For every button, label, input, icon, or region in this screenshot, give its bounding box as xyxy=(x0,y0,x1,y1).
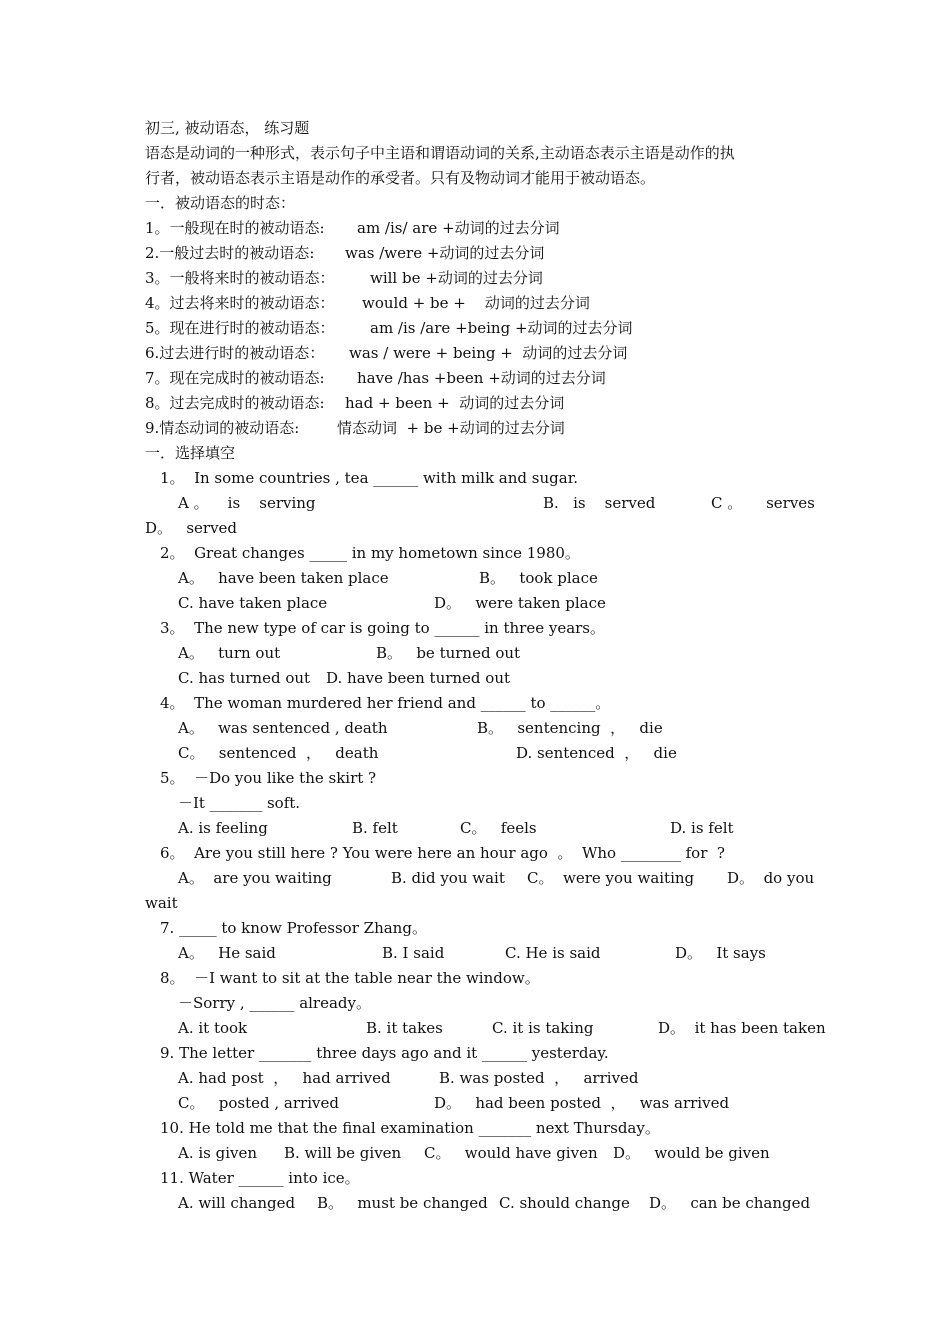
question-stem: 6。 Are you still here ? You were here an hour ago 。 Who ________ for ? xyxy=(160,844,725,862)
option-b: B。 sentencing ， die xyxy=(477,719,663,737)
tense-label: 3。一般将来时的被动语态： xyxy=(145,269,335,287)
question-stem: 10. He told me that the final examination _______ next Thursday。 xyxy=(160,1119,660,1137)
option-a: A. will changed xyxy=(178,1194,296,1212)
option-a: A。 turn out xyxy=(178,644,281,662)
option-d: D. have been turned out xyxy=(326,669,511,687)
option-a: A。 have been taken place xyxy=(178,569,389,587)
option-c: C. should change xyxy=(499,1194,630,1212)
option-d: D。 do you xyxy=(727,869,815,887)
intro-line-1: 语态是动词的一种形式，表示句子中主语和谓语动词的关系,主动语态表示主语是动作的执 xyxy=(145,144,735,162)
option-b: B。 took place xyxy=(479,569,598,587)
option-c: C。 feels xyxy=(460,819,537,837)
question-stem: 8。 －I want to sit at the table near the window。 xyxy=(160,969,540,987)
tense-formula: 情态动词 + be +动词的过去分词 xyxy=(337,419,565,437)
option-d: D。 can be changed xyxy=(649,1194,811,1212)
page-title: 初三, 被动语态， 练习题 xyxy=(145,119,310,137)
section-heading-tenses: 一．被动语态的时态： xyxy=(145,194,296,212)
option-b: B. will be given xyxy=(284,1144,402,1162)
option-c: C 。 serves xyxy=(711,494,815,512)
tense-formula: am /is/ are +动词的过去分词 xyxy=(357,219,560,237)
option-d: D。 it has been taken xyxy=(658,1019,826,1037)
option-c: C。 posted , arrived xyxy=(178,1094,339,1112)
option-b: B. was posted ， arrived xyxy=(439,1069,639,1087)
option-a: A 。 is serving xyxy=(178,494,316,512)
option-b: B. I said xyxy=(382,944,445,962)
option-c: C. has turned out xyxy=(178,669,311,687)
tense-formula: had + been + 动词的过去分词 xyxy=(345,394,565,412)
question-stem-reply: －It _______ soft. xyxy=(178,794,301,812)
option-c: C. have taken place xyxy=(178,594,328,612)
option-b: B. it takes xyxy=(366,1019,443,1037)
question-stem: 7. _____ to know Professor Zhang。 xyxy=(160,919,427,937)
tense-formula: will be +动词的过去分词 xyxy=(370,269,543,287)
tense-label: 6.过去进行时的被动语态： xyxy=(145,344,325,362)
tense-label: 4。过去将来时的被动语态： xyxy=(145,294,335,312)
option-d: D。 would be given xyxy=(613,1144,770,1162)
question-stem-reply: －Sorry , ______ already。 xyxy=(178,994,372,1012)
tense-label: 8。过去完成时的被动语态: xyxy=(145,394,325,412)
option-c: C。 were you waiting xyxy=(527,869,695,887)
option-b: B. is served xyxy=(543,494,656,512)
question-stem: 2。 Great changes _____ in my hometown since 1980。 xyxy=(160,544,580,562)
tense-label: 7。现在完成时的被动语态: xyxy=(145,369,325,387)
tense-label: 5。现在进行时的被动语态： xyxy=(145,319,335,337)
option-c: C. He is said xyxy=(505,944,601,962)
option-d: D. is felt xyxy=(670,819,734,837)
tense-label: 2.一般过去时的被动语态: xyxy=(145,244,315,262)
tense-formula: was / were + being + 动词的过去分词 xyxy=(349,344,628,362)
tense-formula: would + be + 动词的过去分词 xyxy=(362,294,590,312)
section-heading-exercises: 一．选择填空 xyxy=(145,444,236,462)
option-a: A。 are you waiting xyxy=(178,869,332,887)
option-d: D. sentenced ， die xyxy=(516,744,677,762)
tense-formula: was /were +动词的过去分词 xyxy=(345,244,545,262)
option-d: D。 were taken place xyxy=(434,594,606,612)
option-d: D。 served xyxy=(145,519,238,537)
option-d: D。 It says xyxy=(675,944,766,962)
option-a: A. had post ， had arrived xyxy=(178,1069,391,1087)
option-b: B. did you wait xyxy=(391,869,505,887)
question-stem: 11. Water ______ into ice。 xyxy=(160,1169,360,1187)
option-b: B。 must be changed xyxy=(317,1194,488,1212)
tense-formula: have /has +been +动词的过去分词 xyxy=(357,369,606,387)
option-c: C。 sentenced ， death xyxy=(178,744,379,762)
option-a: A。 He said xyxy=(178,944,276,962)
option-b: B. felt xyxy=(352,819,398,837)
option-d: D。 had been posted ， was arrived xyxy=(434,1094,730,1112)
tense-label: 9.情态动词的被动语态: xyxy=(145,419,300,437)
question-stem: 4。 The woman murdered her friend and ______ to ______。 xyxy=(160,694,611,712)
intro-line-2: 行者，被动语态表示主语是动作的承受者。只有及物动词才能用于被动语态。 xyxy=(145,169,656,187)
tense-label: 1。一般现在时的被动语态: xyxy=(145,219,325,237)
option-a: A. it took xyxy=(178,1019,248,1037)
option-a: A. is given xyxy=(178,1144,258,1162)
question-stem: 5。 －Do you like the skirt ? xyxy=(160,769,377,787)
option-a: A. is feeling xyxy=(178,819,268,837)
tense-formula: am /is /are +being +动词的过去分词 xyxy=(370,319,633,337)
question-stem: 3。 The new type of car is going to ______ in three years。 xyxy=(160,619,606,637)
question-stem: 9. The letter _______ three days ago and it ______ yesterday. xyxy=(160,1044,609,1062)
option-d-continued: wait xyxy=(145,894,178,912)
option-c: C. it is taking xyxy=(492,1019,594,1037)
option-c: C。 would have given xyxy=(424,1144,598,1162)
question-stem: 1。 In some countries , tea ______ with milk and sugar. xyxy=(160,469,578,487)
option-a: A。 was sentenced , death xyxy=(178,719,388,737)
option-b: B。 be turned out xyxy=(376,644,521,662)
